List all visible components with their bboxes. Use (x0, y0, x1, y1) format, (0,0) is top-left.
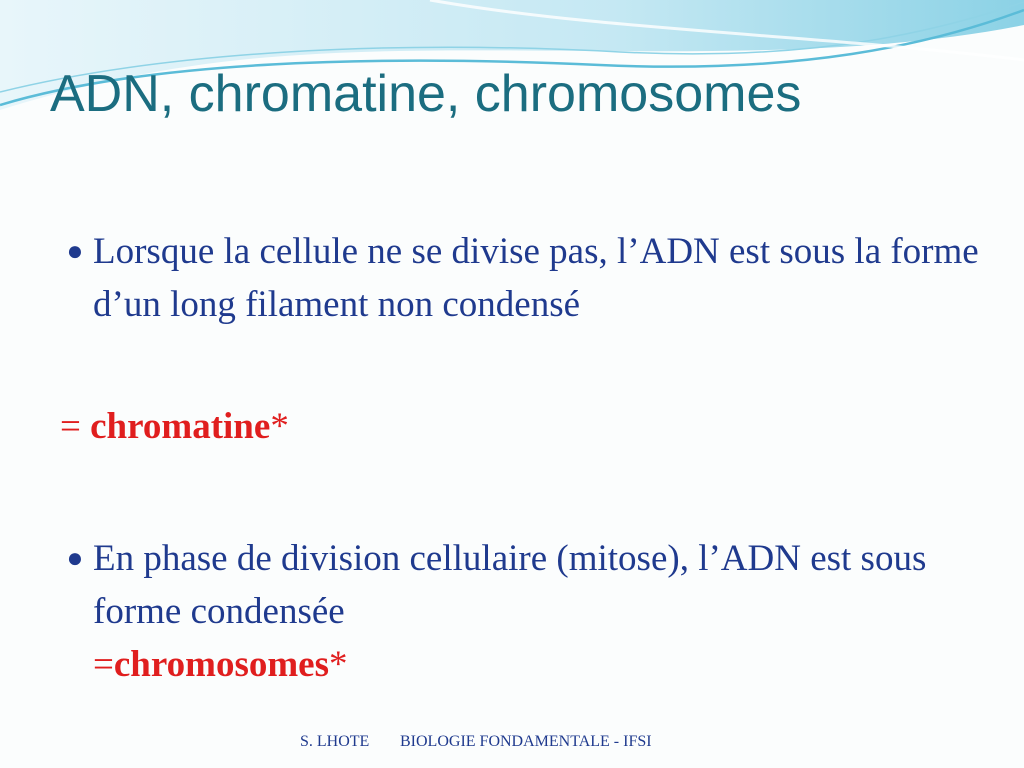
chromatine-definition (60, 400, 289, 453)
bullet-2 (60, 532, 990, 691)
bullet-dot-icon: ● (66, 543, 84, 574)
chromosomes-definition (93, 644, 348, 685)
footnote-star: * (329, 644, 348, 685)
footer-course: BIOLOGIE FONDAMENTALE - IFSI (400, 733, 652, 750)
bullet-dot-icon: ● (66, 236, 84, 267)
chromosomes-term: chromosomes (113, 644, 329, 685)
bullet-1-text: Lorsque la cellule ne se divise pas, l’ADN est sous la forme d’un long filament non condensé (93, 231, 979, 325)
bullet-1 (60, 225, 990, 331)
bullet-2-text: En phase de division cellulaire (mitose), l’ADN est sous forme condensée (93, 538, 927, 632)
chromatine-term: chromatine (90, 406, 271, 447)
footer-author: S. LHOTE (300, 733, 370, 750)
slide-title: ADN, chromatine, chromosomes (50, 65, 802, 123)
equals-sign: = (60, 406, 91, 447)
footnote-star: * (270, 406, 289, 447)
equals-sign: = (93, 644, 114, 685)
